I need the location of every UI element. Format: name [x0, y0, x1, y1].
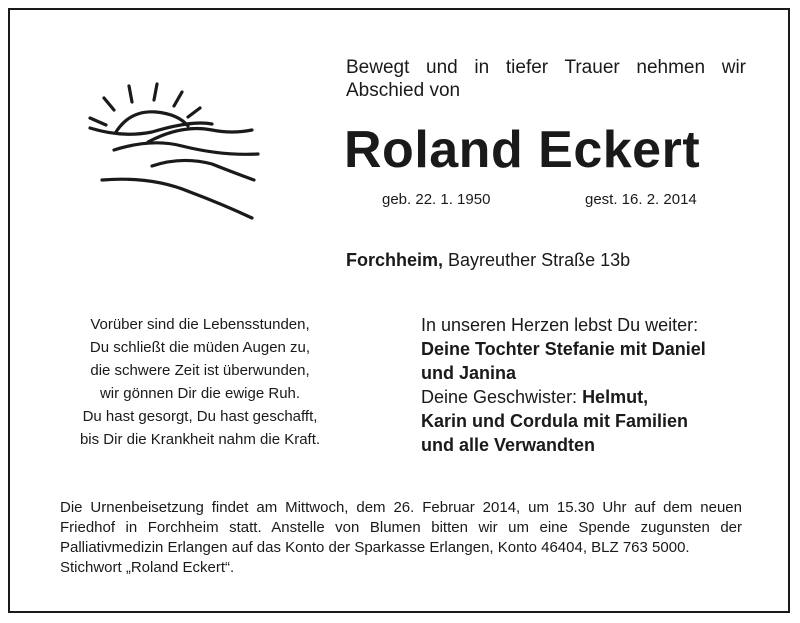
family-mourners — [421, 313, 761, 457]
address — [346, 250, 630, 271]
family-siblings — [421, 385, 761, 409]
poem-line: Vorüber sind die Lebensstunden, — [90, 316, 310, 333]
deceased-name: Roland Eckert — [344, 121, 701, 179]
funeral-notice-text: Die Urnenbeisetzung findet am Mittwoch, dem 26. Februar 2014, um 15.30 Uhr auf dem neuen Friedhof in Forchheim statt. Anstelle von Blumen bitten wir um eine Spende zugunsten der Palliativmedizin Erlangen auf das Konto der Sparkasse Erlangen, Konto 46404, BLZ 763 5000. — [60, 499, 742, 556]
family-relatives: und alle Verwandten — [421, 435, 596, 455]
family-siblings-cont: Karin und Cordula mit Familien — [421, 411, 689, 431]
poem-line: die schwere Zeit ist überwunden, — [90, 362, 310, 379]
funeral-notice — [60, 498, 742, 578]
birth-date: geb. 22. 1. 1950 — [382, 191, 491, 208]
siblings-names: Helmut, — [582, 387, 649, 407]
family-daughter: Deine Tochter Stefanie mit Daniel — [421, 339, 706, 359]
poem-line: Du hast gesorgt, Du hast geschafft, — [82, 408, 318, 425]
poem-line: bis Dir die Krankheit nahm die Kraft. — [79, 431, 321, 448]
funeral-notice-keyword: Stichwort „Roland Eckert“. — [60, 559, 235, 576]
family-grandchild: und Janina — [421, 363, 517, 383]
intro-text: Bewegt und in tiefer Trauer nehmen wir Abschied von — [346, 57, 746, 101]
siblings-label: Deine Geschwister: — [421, 387, 583, 407]
family-intro: In unseren Herzen lebst Du weiter: — [421, 315, 699, 335]
poem-line: Du schließt die müden Augen zu, — [89, 339, 311, 356]
address-street: Bayreuther Straße 13b — [448, 250, 631, 270]
death-date: gest. 16. 2. 2014 — [585, 191, 697, 208]
poem — [50, 313, 350, 451]
poem-line: wir gönnen Dir die ewige Ruh. — [99, 385, 301, 402]
sunset-over-hills-icon — [82, 80, 262, 220]
address-city: Forchheim, — [346, 250, 444, 270]
